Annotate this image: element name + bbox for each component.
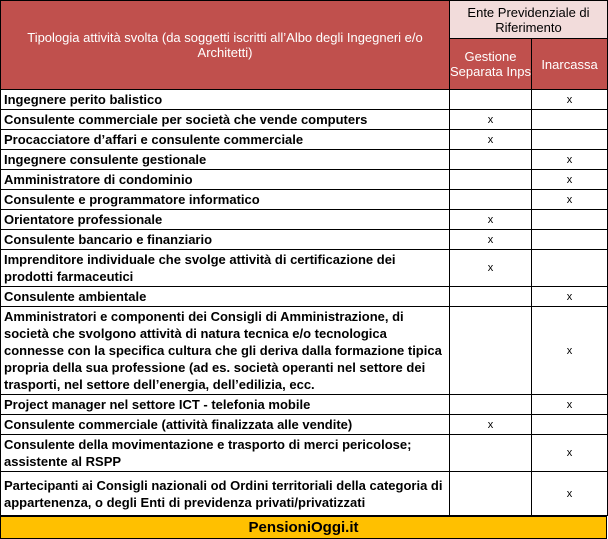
table-row <box>1 210 608 230</box>
row-label: Project manager nel settore ICT - telefonia mobile <box>1 395 450 415</box>
row-label: Ingegnere consulente gestionale <box>1 150 450 170</box>
row-label: Orientatore professionale <box>1 210 450 230</box>
row-label: Consulente e programmatore informatico <box>1 190 450 210</box>
table-row <box>1 130 608 150</box>
inps-mark: x <box>450 230 532 250</box>
header-tipologia: Tipologia attività svolta (da soggetti iscritti all’Albo degli Ingegneri e/o Architetti) <box>1 1 450 90</box>
table-row <box>1 110 608 130</box>
inps-mark: x <box>450 210 532 230</box>
inps-mark <box>450 307 532 395</box>
footer-brand: PensioniOggi.it <box>0 516 607 539</box>
inarcassa-mark <box>532 230 608 250</box>
row-label: Consulente della movimentazione e trasporto di merci pericolose; assistente al RSPP <box>1 435 450 472</box>
inps-mark: x <box>450 415 532 435</box>
table-row <box>1 435 608 472</box>
row-label: Consulente commerciale per società che vende computers <box>1 110 450 130</box>
inarcassa-mark: x <box>532 435 608 472</box>
row-label: Consulente bancario e finanziario <box>1 230 450 250</box>
row-label: Consulente commerciale (attività finalizzata alle vendite) <box>1 415 450 435</box>
inps-mark: x <box>450 130 532 150</box>
table-row <box>1 395 608 415</box>
table-row <box>1 170 608 190</box>
header-ente: Ente Previdenziale di Riferimento <box>450 1 608 39</box>
inarcassa-mark: x <box>532 170 608 190</box>
row-label: Ingegnere perito balistico <box>1 90 450 110</box>
inps-mark <box>450 472 532 516</box>
table-row <box>1 150 608 170</box>
inarcassa-mark: x <box>532 472 608 516</box>
inps-mark <box>450 435 532 472</box>
inarcassa-mark: x <box>532 287 608 307</box>
inarcassa-mark: x <box>532 307 608 395</box>
inps-mark <box>450 90 532 110</box>
table-row <box>1 307 608 395</box>
row-label: Imprenditore individuale che svolge attività di certificazione dei prodotti farmaceutici <box>1 250 450 287</box>
inarcassa-mark <box>532 110 608 130</box>
inarcassa-mark: x <box>532 90 608 110</box>
table-row <box>1 287 608 307</box>
row-label: Partecipanti ai Consigli nazionali od Ordini territoriali della categoria di appartenenza, o degli Enti di previdenza privati/privatizzati <box>1 472 450 516</box>
inarcassa-mark: x <box>532 395 608 415</box>
inarcassa-mark <box>532 415 608 435</box>
table-row <box>1 415 608 435</box>
inarcassa-mark <box>532 250 608 287</box>
table-row <box>1 190 608 210</box>
table-row <box>1 90 608 110</box>
inarcassa-mark: x <box>532 190 608 210</box>
row-label: Amministratore di condominio <box>1 170 450 190</box>
inps-mark <box>450 395 532 415</box>
inps-mark <box>450 190 532 210</box>
inarcassa-mark <box>532 130 608 150</box>
row-label: Amministratori e componenti dei Consigli di Amministrazione, di società che svolgono attività di natura tecnica e/o tecnologica connesse con la specifica cultura che gli deriva dalla formazione tipica propria della sua professione (ad es. società operanti nel settore dei trasporti, nel settore dell’energia, dell’edilizia, ecc. <box>1 307 450 395</box>
row-label: Procacciatore d’affari e consulente commerciale <box>1 130 450 150</box>
inps-mark: x <box>450 110 532 130</box>
row-label: Consulente ambientale <box>1 287 450 307</box>
header-col-inps: Gestione Separata Inps <box>450 39 532 90</box>
header-col-inarcassa: Inarcassa <box>532 39 608 90</box>
inps-mark <box>450 287 532 307</box>
table-row <box>1 230 608 250</box>
table-row <box>1 472 608 516</box>
inarcassa-mark <box>532 210 608 230</box>
table-row <box>1 250 608 287</box>
inps-mark: x <box>450 250 532 287</box>
inps-mark <box>450 150 532 170</box>
inps-mark <box>450 170 532 190</box>
inarcassa-mark: x <box>532 150 608 170</box>
